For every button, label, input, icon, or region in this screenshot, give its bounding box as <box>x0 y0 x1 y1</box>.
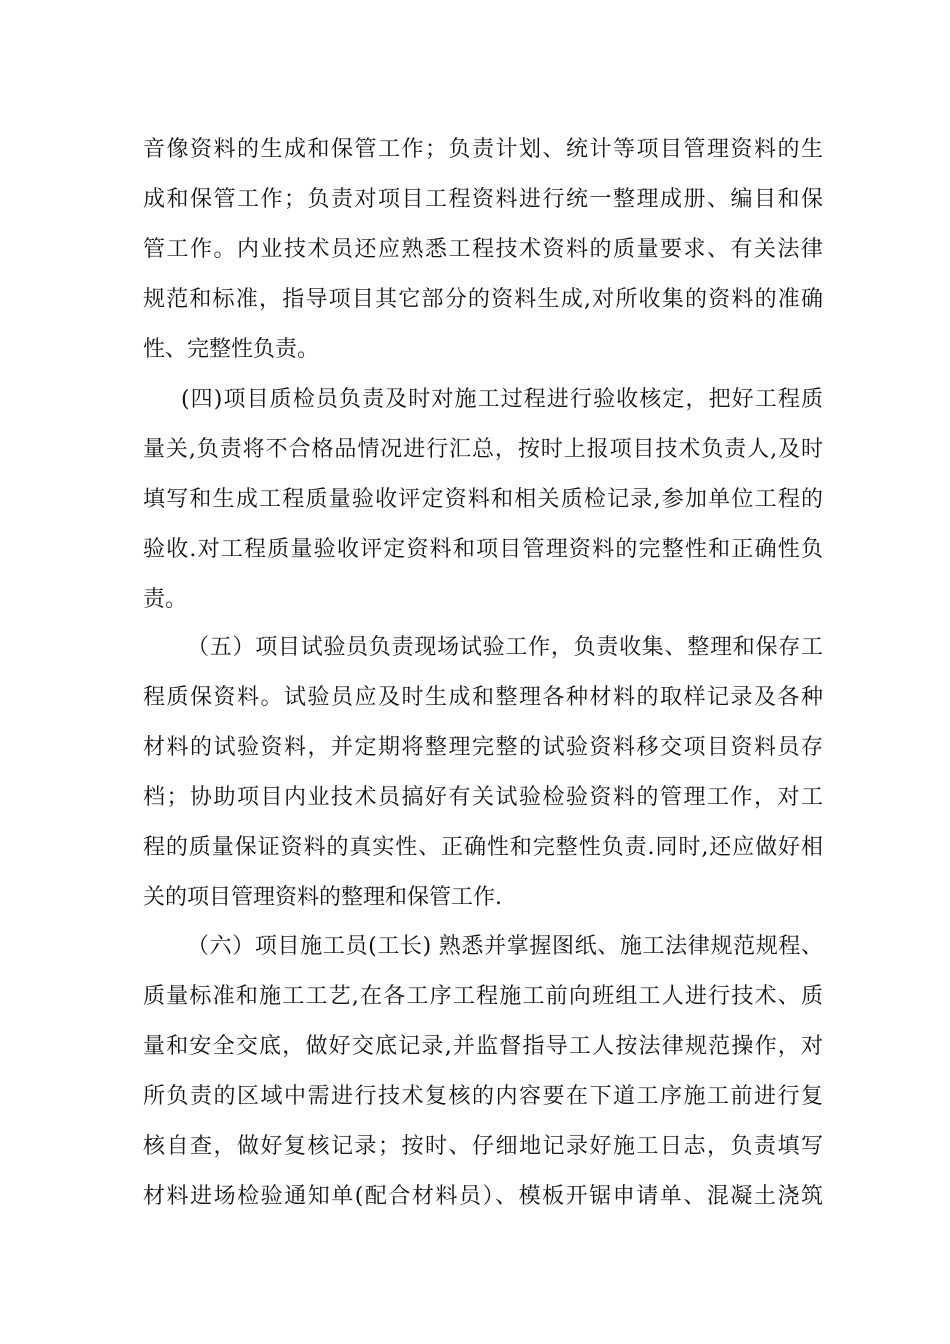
text-line: 成和保管工作；负责对项目工程资料进行统一整理成册、编目和保 <box>143 187 823 212</box>
paragraph-first-line: （五）项目试验员负责现场试验工作，负责收集、整理和保存工 <box>187 635 823 660</box>
text-line: 程的质量保证资料的真实性、正确性和完整性负责.同时,还应做好相 <box>143 835 823 860</box>
text-line: 程质保资料。试验员应及时生成和整理各种材料的取样记录及各种 <box>143 685 823 710</box>
text-line: 管工作。内业技术员还应熟悉工程技术资料的质量要求、有关法律 <box>143 237 823 262</box>
paragraph-first-line: (四)项目质检员负责及时对施工过程进行验收核定，把好工程质 <box>181 387 823 412</box>
text-line: 质量标准和施工工艺,在各工序工程施工前向班组工人进行技术、质 <box>143 984 823 1009</box>
text-line: 责。 <box>143 587 188 612</box>
text-line: 材料的试验资料，并定期将整理完整的试验资料移交项目资料员存 <box>143 735 823 760</box>
text-line: 档；协助项目内业技术员搞好有关试验检验资料的管理工作，对工 <box>143 785 823 810</box>
text-line: 量关,负责将不合格品情况进行汇总，按时上报项目技术负责人,及时 <box>143 437 823 462</box>
text-line: 所负责的区域中需进行技术复核的内容要在下道工序施工前进行复 <box>143 1084 823 1109</box>
text-line: 量和安全交底，做好交底记录,并监督指导工人按法律规范操作，对 <box>143 1034 823 1059</box>
text-line: 材料进场检验通知单(配合材料员）、模板开锯申请单、混凝土浇筑 <box>143 1184 823 1209</box>
text-line: 核自查，做好复核记录；按时、仔细地记录好施工日志，负责填写 <box>143 1134 823 1159</box>
text-line: 填写和生成工程质量验收评定资料和相关质检记录,参加单位工程的 <box>143 487 823 512</box>
text-line: 关的项目管理资料的整理和保管工作. <box>143 885 502 910</box>
text-line: 音像资料的生成和保管工作；负责计划、统计等项目管理资料的生 <box>143 137 823 162</box>
text-line: 性、完整性负责。 <box>143 337 320 362</box>
text-line: 验收.对工程质量验收评定资料和项目管理资料的完整性和正确性负 <box>143 537 823 562</box>
paragraph-first-line: （六）项目施工员(工长) 熟悉并掌握图纸、施工法律规范规程、 <box>187 934 823 959</box>
text-line: 规范和标准，指导项目其它部分的资料生成,对所收集的资料的准确 <box>143 287 823 312</box>
